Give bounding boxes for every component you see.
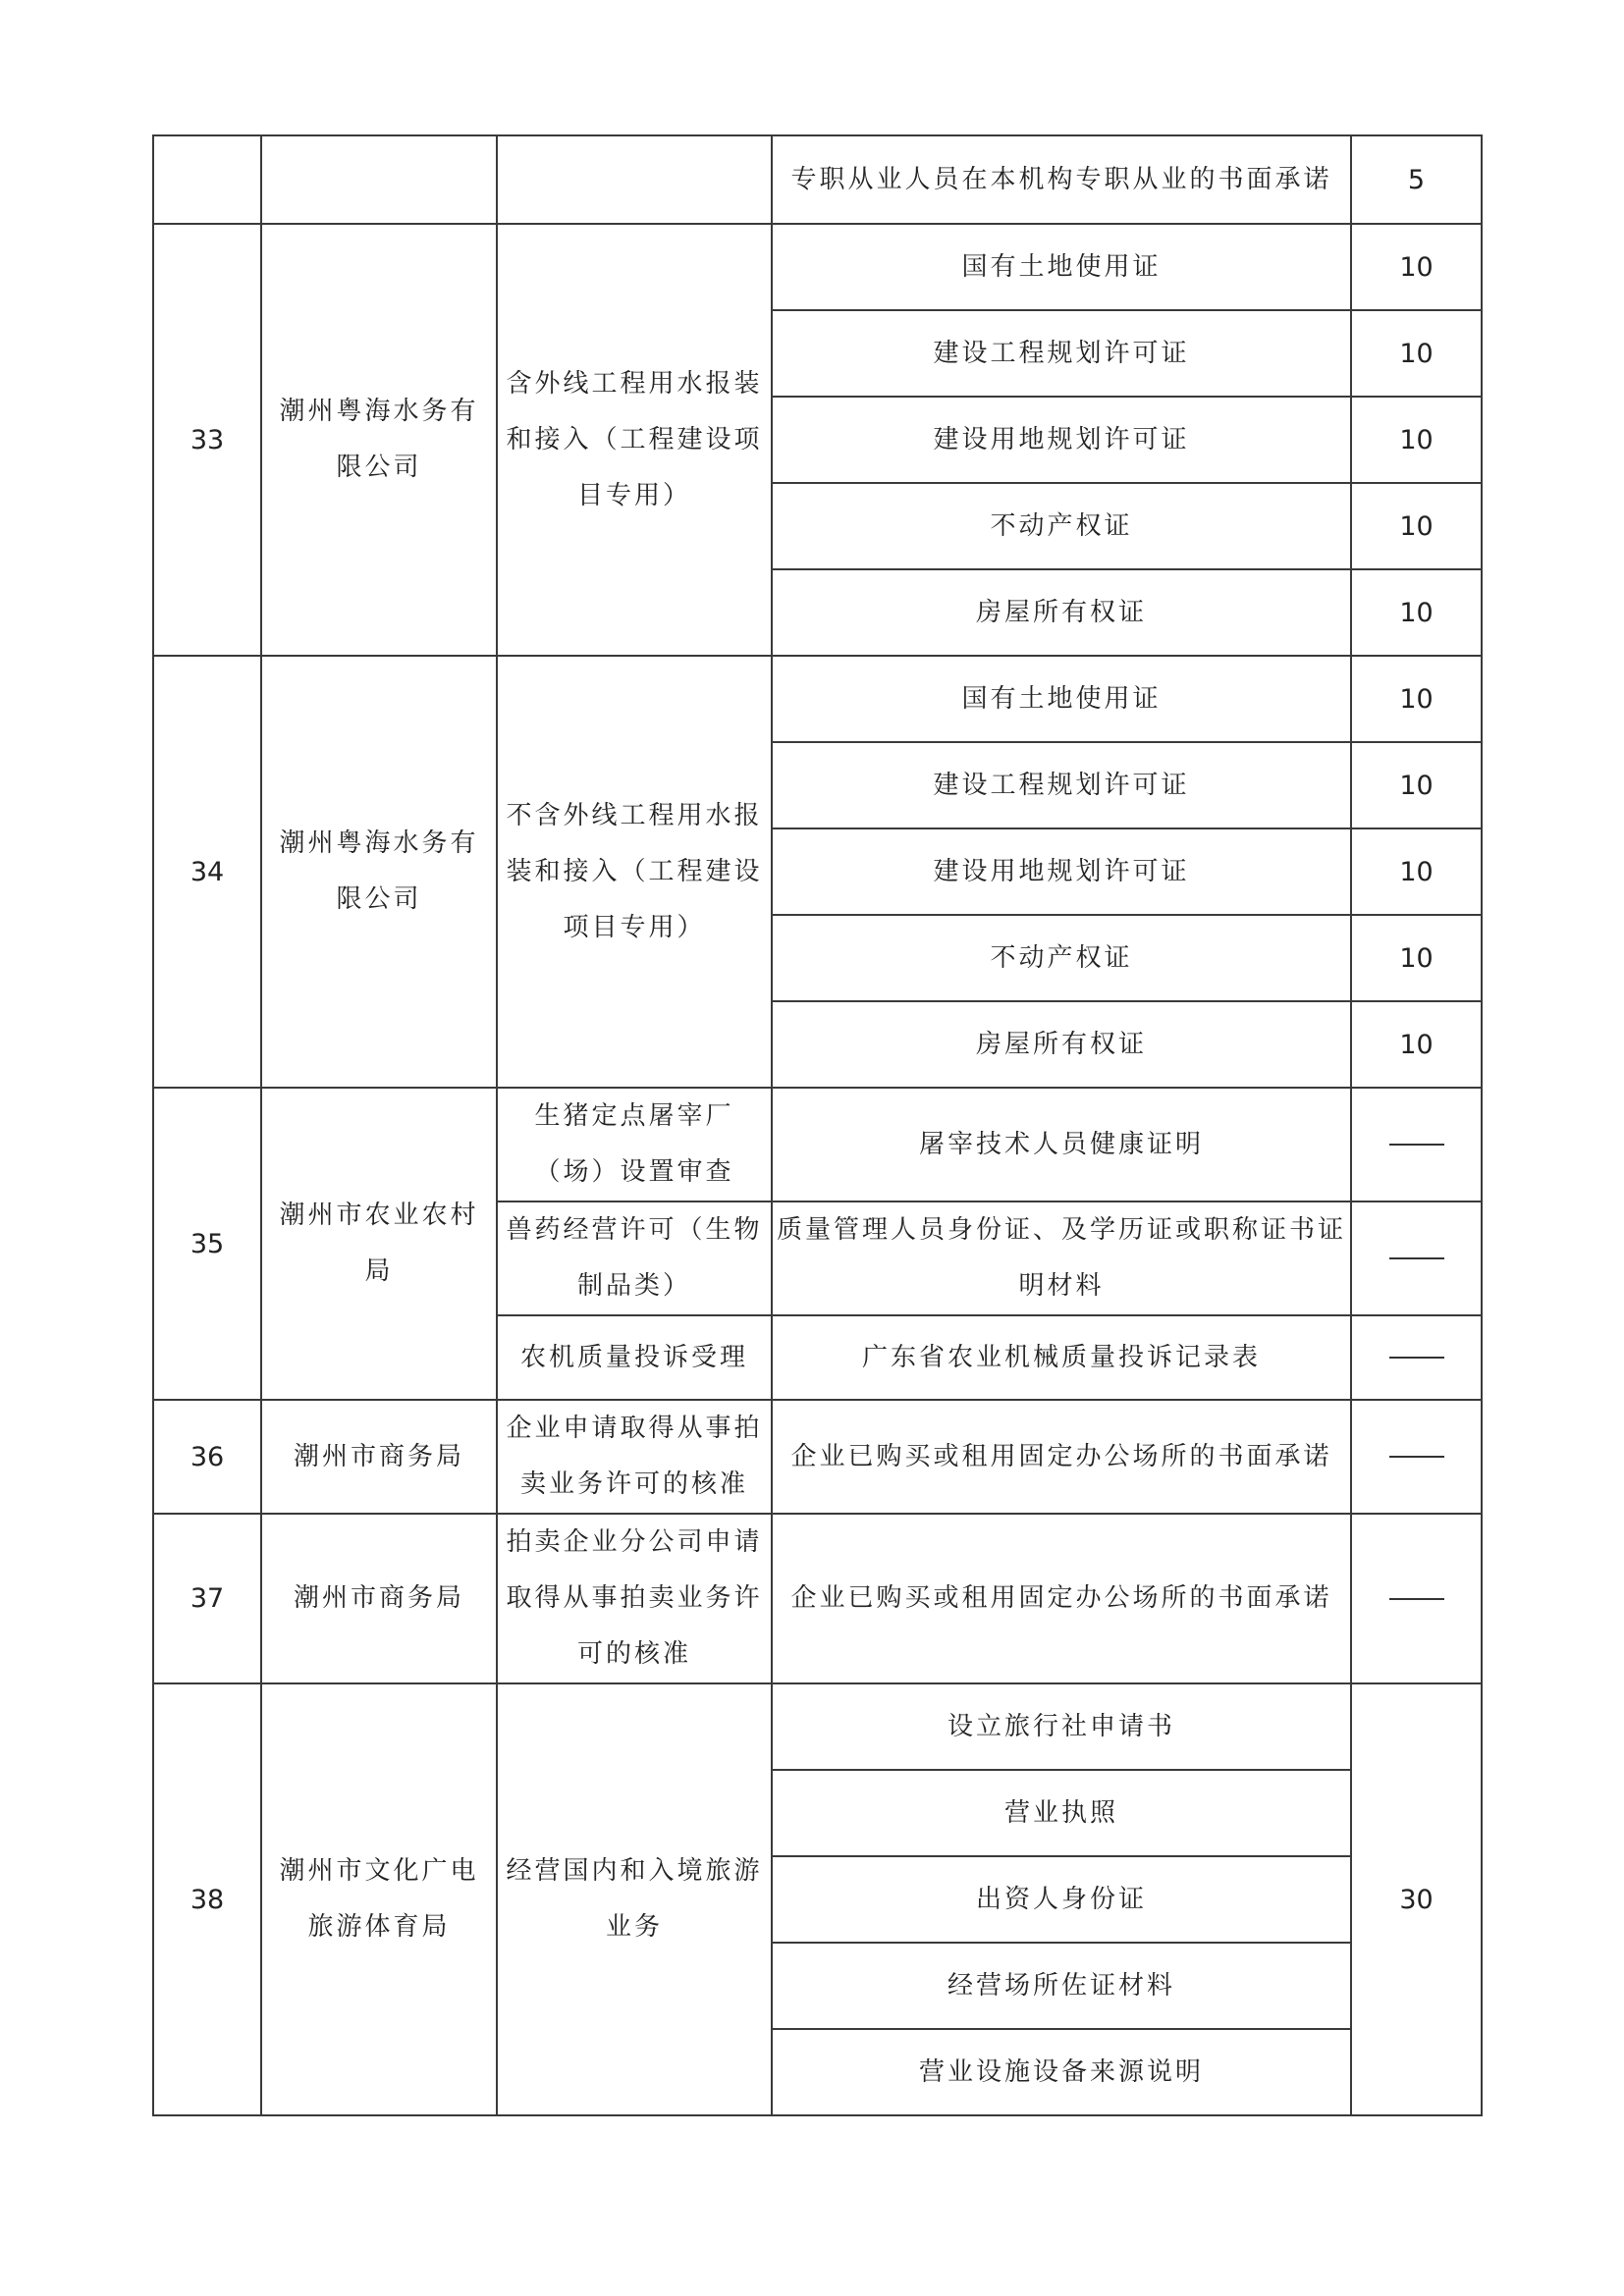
score-cell: 10 xyxy=(1351,742,1482,828)
item-cell: 含外线工程用水报装和接入（工程建设项目专用） xyxy=(497,224,772,656)
number-cell: 37 xyxy=(153,1514,261,1683)
number-cell xyxy=(153,135,261,224)
material-cell: 房屋所有权证 xyxy=(772,1001,1351,1088)
dash-mark xyxy=(1389,1257,1444,1259)
dash-mark xyxy=(1389,1598,1444,1600)
department-cell: 潮州市农业农村局 xyxy=(261,1088,497,1400)
item-cell xyxy=(497,135,772,224)
table-row xyxy=(153,1514,1482,1683)
department-cell: 潮州粤海水务有限公司 xyxy=(261,224,497,656)
material-cell: 营业设施设备来源说明 xyxy=(772,2029,1351,2115)
score-cell xyxy=(1351,1201,1482,1315)
table-row xyxy=(153,1400,1482,1514)
material-cell: 国有土地使用证 xyxy=(772,224,1351,310)
score-cell xyxy=(1351,1088,1482,1201)
material-cell: 建设工程规划许可证 xyxy=(772,742,1351,828)
material-cell: 房屋所有权证 xyxy=(772,569,1351,656)
material-cell: 营业执照 xyxy=(772,1770,1351,1856)
material-cell: 广东省农业机械质量投诉记录表 xyxy=(772,1315,1351,1400)
score-cell: 10 xyxy=(1351,569,1482,656)
score-cell: 30 xyxy=(1351,1683,1482,2115)
material-cell: 专职从业人员在本机构专职从业的书面承诺 xyxy=(772,135,1351,224)
material-cell: 国有土地使用证 xyxy=(772,656,1351,742)
score-cell: 10 xyxy=(1351,1001,1482,1088)
item-cell: 农机质量投诉受理 xyxy=(497,1315,772,1400)
item-cell: 企业申请取得从事拍卖业务许可的核准 xyxy=(497,1400,772,1514)
table-row xyxy=(153,224,1482,310)
material-cell: 建设用地规划许可证 xyxy=(772,397,1351,483)
number-cell: 36 xyxy=(153,1400,261,1514)
material-cell: 不动产权证 xyxy=(772,483,1351,569)
number-cell: 33 xyxy=(153,224,261,656)
material-cell: 建设用地规划许可证 xyxy=(772,828,1351,915)
dash-mark xyxy=(1389,1357,1444,1359)
department-cell: 潮州市商务局 xyxy=(261,1514,497,1683)
score-cell: 10 xyxy=(1351,397,1482,483)
material-cell: 设立旅行社申请书 xyxy=(772,1683,1351,1770)
table-row xyxy=(153,1088,1482,1201)
item-cell: 生猪定点屠宰厂（场）设置审查 xyxy=(497,1088,772,1201)
number-cell: 34 xyxy=(153,656,261,1088)
number-cell: 38 xyxy=(153,1683,261,2115)
material-cell: 经营场所佐证材料 xyxy=(772,1943,1351,2029)
material-cell: 屠宰技术人员健康证明 xyxy=(772,1088,1351,1201)
dash-mark xyxy=(1389,1144,1444,1146)
item-cell: 经营国内和入境旅游业务 xyxy=(497,1683,772,2115)
score-cell: 5 xyxy=(1351,135,1482,224)
material-cell: 质量管理人员身份证、及学历证或职称证书证明材料 xyxy=(772,1201,1351,1315)
material-cell: 企业已购买或租用固定办公场所的书面承诺 xyxy=(772,1400,1351,1514)
dash-mark xyxy=(1389,1456,1444,1458)
material-cell: 出资人身份证 xyxy=(772,1856,1351,1943)
score-cell xyxy=(1351,1514,1482,1683)
department-cell: 潮州市文化广电旅游体育局 xyxy=(261,1683,497,2115)
score-cell: 10 xyxy=(1351,483,1482,569)
score-cell: 10 xyxy=(1351,224,1482,310)
score-cell: 10 xyxy=(1351,310,1482,397)
number-cell: 35 xyxy=(153,1088,261,1400)
table-row xyxy=(153,1683,1482,1770)
material-cell: 建设工程规划许可证 xyxy=(772,310,1351,397)
table-row xyxy=(153,656,1482,742)
item-cell: 不含外线工程用水报装和接入（工程建设项目专用） xyxy=(497,656,772,1088)
score-cell: 10 xyxy=(1351,656,1482,742)
material-cell: 企业已购买或租用固定办公场所的书面承诺 xyxy=(772,1514,1351,1683)
material-cell: 不动产权证 xyxy=(772,915,1351,1001)
item-cell: 拍卖企业分公司申请取得从事拍卖业务许可的核准 xyxy=(497,1514,772,1683)
score-cell: 10 xyxy=(1351,828,1482,915)
score-cell xyxy=(1351,1400,1482,1514)
item-cell: 兽药经营许可（生物制品类） xyxy=(497,1201,772,1315)
materials-table xyxy=(152,134,1483,2116)
score-cell xyxy=(1351,1315,1482,1400)
department-cell: 潮州市商务局 xyxy=(261,1400,497,1514)
score-cell: 10 xyxy=(1351,915,1482,1001)
table-row xyxy=(153,135,1482,224)
department-cell xyxy=(261,135,497,224)
department-cell: 潮州粤海水务有限公司 xyxy=(261,656,497,1088)
